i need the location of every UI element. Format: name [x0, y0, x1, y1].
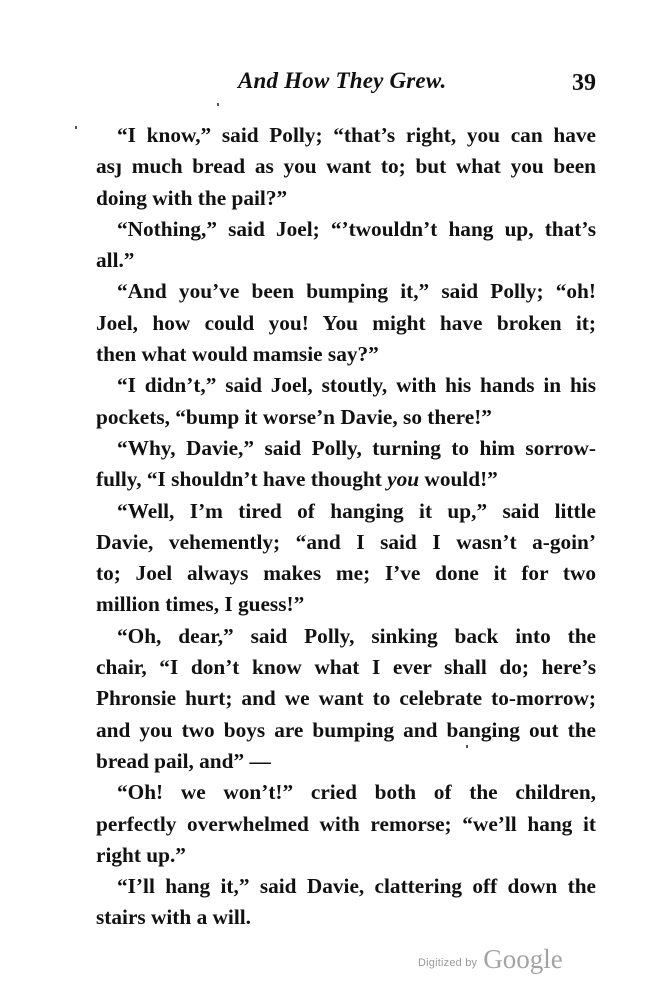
text-line: “Oh, dear,” said Polly, sinking back into the — [117, 623, 596, 648]
text-line: Phronsie hurt; and we want to celebrate to-morrow; — [96, 686, 596, 711]
text-segment: fully, “I shouldn’t have thought — [96, 467, 382, 492]
text-line: “And you’ve been bumping it,” said Polly; “oh! — [117, 279, 596, 304]
text-line: “I know,” said Polly; “that’s right, you can have — [117, 123, 596, 147]
text-line: then what would mamsie say?” — [96, 342, 379, 367]
digitized-watermark — [418, 944, 563, 980]
google-logo-text: Google — [483, 944, 563, 974]
text-line: perfectly overwhelmed with remorse; “we’ll hang it — [96, 811, 596, 836]
text-line: “Why, Davie,” said Polly, turning to him sorrow- — [117, 435, 596, 460]
text-line: right up.” — [96, 842, 186, 867]
text-line: Joel, how could you! You might have broken it; — [96, 310, 596, 335]
text-line: “Well, I’m tired of hanging it up,” said little — [117, 498, 596, 523]
text-line: and you two boys are bumping and banging out the — [96, 717, 596, 742]
page-number: 39 — [572, 70, 596, 96]
text-line: “Oh! we won’t!” cried both of the children, — [117, 780, 596, 805]
text-line: bread pail, and” — — [96, 748, 271, 773]
text-line: stairs with a will. — [96, 905, 251, 930]
print-speck — [217, 103, 219, 106]
body-text — [96, 120, 596, 934]
text-line: asȷ much bread as you want to; but what you been — [96, 154, 596, 179]
print-speck — [75, 126, 77, 129]
text-line: Davie, vehemently; “and I said I wasn’t a-goin’ — [96, 529, 596, 554]
text-line: “I didn’t,” said Joel, stoutly, with his hands in his — [117, 373, 596, 398]
text-line: to; Joel always makes me; I’ve done it for two — [96, 561, 596, 586]
text-line: doing with the pail?” — [96, 185, 288, 210]
digitized-label: Digitized by — [418, 957, 478, 969]
text-line: chair, “I don’t know what I ever shall do; here’s — [96, 655, 596, 680]
text-line: million times, I guess!” — [96, 592, 305, 617]
text-line: pockets, “bump it worse’n Davie, so there!” — [96, 404, 492, 429]
text-line — [96, 464, 596, 495]
running-header — [96, 66, 596, 106]
emphasis-you: you — [387, 467, 420, 492]
text-segment: would!” — [419, 467, 498, 492]
text-line: “I’ll hang it,” said Davie, clattering off down the — [117, 874, 596, 899]
text-line: all.” — [96, 248, 135, 273]
running-title: And How They Grew. — [238, 68, 447, 93]
text-line: “Nothing,” said Joel; “’twouldn’t hang up, that’s — [117, 216, 596, 241]
